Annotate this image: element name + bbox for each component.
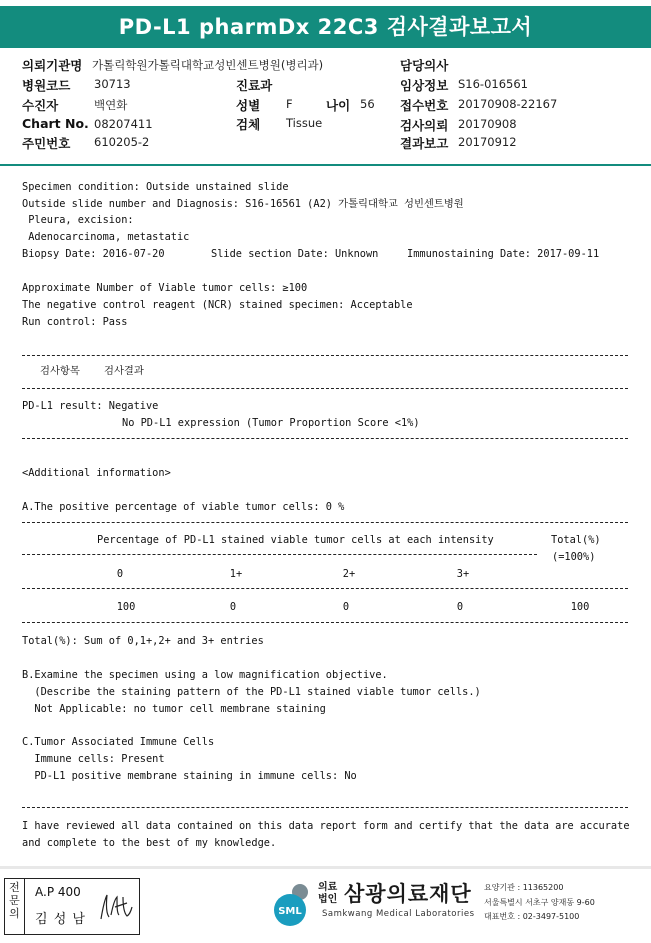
pdl1-result: PD-L1 result: Negative (22, 400, 159, 412)
total-header-note: (=100%) (552, 551, 596, 563)
run-control: Run control: Pass (22, 316, 128, 328)
ordering-org-label: 의뢰기관명 (22, 58, 83, 73)
slide-section-date: Slide section Date: Unknown (211, 248, 379, 260)
sml-logo-icon (270, 880, 318, 928)
org-name-english: Samkwang Medical Laboratories (322, 909, 475, 919)
pathologist-signature-box (4, 878, 140, 935)
intensity-label-0: 0 (116, 568, 124, 580)
total-value: 100 (570, 601, 590, 613)
sex-value: F (286, 97, 293, 111)
physician-label: 담당의사 (400, 58, 449, 73)
divider (22, 438, 628, 439)
intensity-value-3plus: 0 (456, 601, 464, 613)
org-phone: 대표번호 : 02-3497-5100 (484, 912, 580, 921)
intensity-label-1plus: 1+ (229, 568, 243, 580)
report-body (0, 170, 651, 849)
clinical-info-label: 임상정보 (400, 78, 449, 93)
report-date-label: 결과보고 (400, 136, 449, 151)
section-a-heading: A.The positive percentage of viable tumor cells: 0 % (22, 501, 345, 513)
department-label: 진료과 (236, 78, 273, 93)
specialist-label: 전문의 (5, 879, 25, 934)
section-b-result: Not Applicable: no tumor cell membrane staining (22, 703, 326, 715)
org-type: 의료 법인 (318, 882, 338, 905)
clinical-info-value: S16-016561 (458, 77, 528, 91)
divider (22, 554, 537, 555)
ap-number: A.P 400 (35, 885, 81, 899)
divider (22, 522, 628, 523)
receipt-no-label: 접수번호 (400, 98, 449, 113)
specimen-label: 검체 (236, 117, 261, 132)
id-no-value: 610205-2 (94, 135, 150, 149)
diagnosis-site: Pleura, excision: (22, 214, 134, 226)
divider (22, 388, 628, 389)
intensity-value-2plus: 0 (342, 601, 350, 613)
intensity-value-1plus: 0 (229, 601, 237, 613)
report-title: PD-L1 pharmDx 22C3 검사결과보고서 (0, 6, 651, 48)
intensity-value-0: 100 (116, 601, 136, 613)
chart-no-value: 08207411 (94, 117, 153, 131)
report-date-value: 20170912 (458, 135, 517, 149)
age-value: 56 (360, 97, 375, 111)
divider (22, 807, 628, 808)
total-note: Total(%): Sum of 0,1+,2+ and 3+ entries (22, 635, 264, 647)
ordering-org-value: 가톨릭학원가톨릭대학교성빈센트병원(병리과) (92, 58, 324, 72)
org-code: 요양기관 : 11365200 (484, 883, 564, 892)
column-test-result: 검사결과 (104, 365, 144, 377)
hospital-code-label: 병원코드 (22, 78, 71, 93)
viable-tumor-cells: Approximate Number of Viable tumor cells: ≥100 (22, 282, 308, 294)
pdl1-result-detail: No PD-L1 expression (Tumor Proportion Score <1%) (122, 417, 420, 429)
ncr-result: The negative control reagent (NCR) stained specimen: Acceptable (22, 299, 413, 311)
section-c-heading: C.Tumor Associated Immune Cells (22, 736, 215, 748)
diagnosis-type: Adenocarcinoma, metastatic (22, 231, 190, 243)
divider (22, 355, 628, 356)
org-address: 서울특별시 서초구 양재동 9-60 (484, 898, 595, 907)
age-label: 나이 (326, 98, 351, 113)
svg-text:SML: SML (278, 906, 302, 917)
intensity-label-3plus: 3+ (456, 568, 470, 580)
specimen-value: Tissue (286, 116, 323, 130)
intensity-label-2plus: 2+ (342, 568, 356, 580)
divider (22, 588, 628, 589)
patient-value: 백연화 (94, 98, 128, 112)
column-test-item: 검사항목 (40, 365, 80, 377)
immune-cells: Immune cells: Present (22, 753, 165, 765)
immune-cell-staining: PD-L1 positive membrane staining in immune cells: No (22, 770, 357, 782)
receipt-no-value: 20170908-22167 (458, 97, 558, 111)
sex-label: 성별 (236, 98, 261, 113)
request-date-label: 검사의뢰 (400, 118, 449, 133)
biopsy-date: Biopsy Date: 2016-07-20 (22, 248, 165, 260)
immunostaining-date: Immunostaining Date: 2017-09-11 (407, 248, 600, 260)
specimen-condition: Specimen condition: Outside unstained slide (22, 181, 289, 193)
patient-label: 수진자 (22, 98, 59, 113)
hospital-code-value: 30713 (94, 77, 131, 91)
request-date-value: 20170908 (458, 117, 517, 131)
handwritten-signature (97, 889, 135, 925)
patient-header (0, 52, 651, 166)
section-b-description: (Describe the staining pattern of the PD-L1 stained viable tumor cells.) (22, 686, 481, 698)
intensity-table-header: Percentage of PD-L1 stained viable tumor cells at each intensity (97, 534, 494, 546)
id-no-label: 주민번호 (22, 136, 71, 151)
footer-separator (0, 866, 651, 869)
total-header: Total(%) (551, 534, 601, 546)
certification-line-2: and complete to the best of my knowledge. (22, 837, 277, 849)
divider (22, 622, 628, 623)
chart-no-label: Chart No. (22, 116, 89, 131)
pathologist-name: 김 성 남 (35, 912, 86, 927)
outside-slide-diagnosis: Outside slide number and Diagnosis: S16-16561 (A2) 가톨릭대학교 성빈센트병원 (22, 198, 464, 210)
org-name: 삼광의료재단 (344, 882, 472, 906)
section-b-heading: B.Examine the specimen using a low magnification objective. (22, 669, 388, 681)
certification-line-1: I have reviewed all data contained on this data report form and certify that the data are accurate (22, 820, 630, 832)
additional-info-heading: <Additional information> (22, 467, 171, 479)
